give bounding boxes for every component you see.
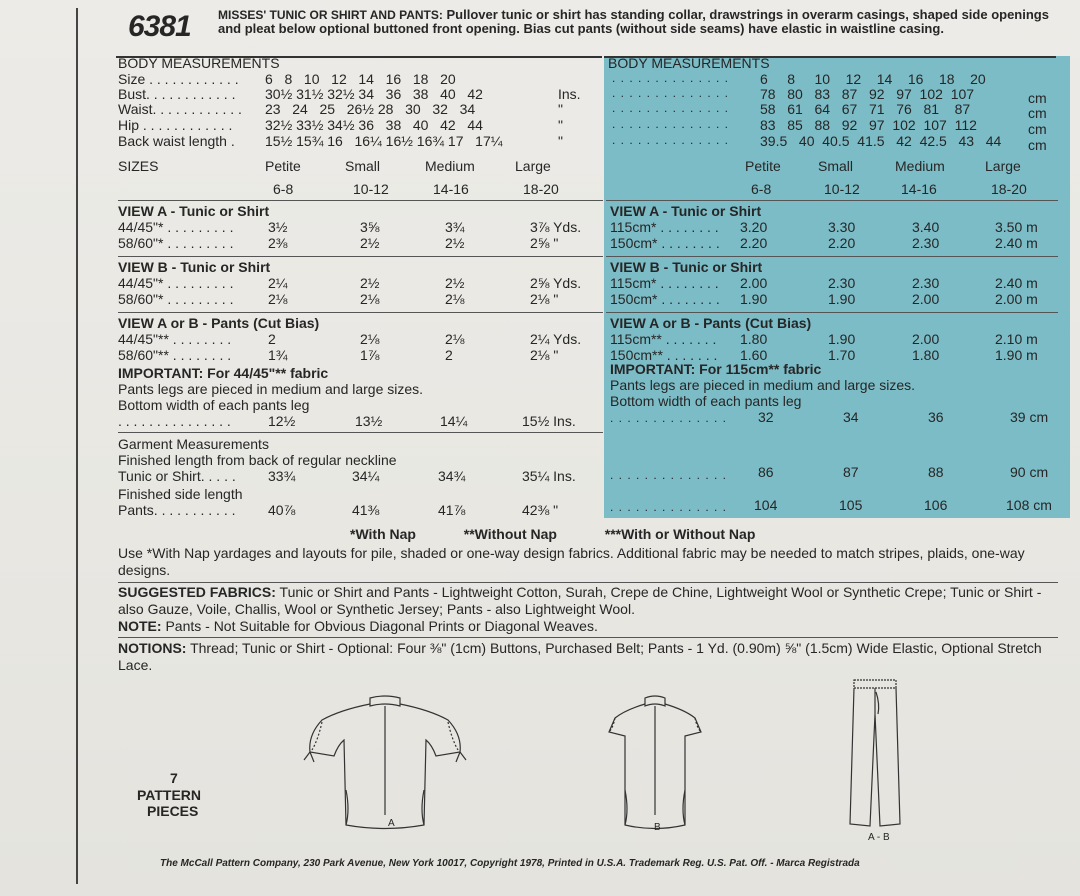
left-view-yardage: 2⅛ [360, 331, 380, 347]
right-measure-dots: . . . . . . . . . . . . . . [612, 133, 730, 147]
right-measure-dots: . . . . . . . . . . . . . . [612, 117, 730, 131]
right-body-measurements-title: BODY MEASUREMENTS [608, 55, 770, 71]
right-tunic-length: 88 [928, 464, 944, 480]
right-important-2: Pants legs are pieced in medium and large sizes. [610, 377, 916, 393]
right-bottom-width: 36 [928, 409, 944, 425]
right-pants-dots: . . . . . . . . . . . . . . [610, 500, 728, 514]
right-view-meters: 1.60 [740, 347, 768, 363]
left-view-yardage: 2¼ [268, 275, 288, 291]
right-view-meters: 2.30 [912, 275, 940, 291]
left-important-2: Pants legs are pieced in medium and large sizes. [118, 381, 424, 397]
right-measure-dots: . . . . . . . . . . . . . . [612, 86, 730, 100]
left-view-yardage: 3½ [268, 219, 288, 235]
view-ab-label: A - B [868, 832, 890, 843]
pieces-count: 7 [170, 770, 178, 786]
left-measure-values: 6 8 10 12 14 16 18 20 [265, 71, 456, 87]
right-view-meters: 3.30 [828, 219, 856, 235]
left-size-group-range: 18-20 [523, 181, 559, 197]
note-text: Pants - Not Suitable for Obvious Diagonal Prints or Diagonal Weaves. [165, 618, 598, 634]
right-tunic-length: 87 [843, 464, 859, 480]
left-measure-values: 30½ 31½ 32½ 34 36 38 40 42 [265, 86, 483, 102]
right-measure-unit: cm [1028, 105, 1047, 121]
left-view-yardage: 3¾ [445, 219, 465, 235]
view-a-tunic-illustration [300, 690, 470, 840]
garment-title: Garment Measurements [118, 436, 269, 452]
tunic-length: 35¼ Ins. [522, 468, 576, 484]
copyright-footer: The McCall Pattern Company, 230 Park Avenue, New York 10017, Copyright 1978, Printed in U.S.A. Trademark Reg. U.S. Pat. Off. - Marca Registrada [160, 858, 860, 869]
right-view-meters: 1.90 [828, 291, 856, 307]
right-measure-values: 58 61 64 67 71 76 81 87 [760, 101, 971, 117]
left-view-yardage: 2⅝ Yds. [530, 275, 582, 291]
nap-legend [350, 526, 950, 543]
note-lead: NOTE: [118, 618, 162, 634]
description-body: Pullover tunic or shirt has standing collar, drawstrings in overarm casings, shaped side openings and pleat below optional buttoned front opening. Bias cut pants (without side seams) have elastic in waistline casing. [218, 7, 1049, 36]
left-view-yardage: 2½ [360, 275, 380, 291]
left-view-yardage: 2⅛ [360, 291, 380, 307]
right-view-meters: 2.30 [828, 275, 856, 291]
pieces-line1: PATTERN [137, 787, 202, 803]
right-measure-values: 39.5 40 40.5 41.5 42 42.5 43 44 [760, 133, 1002, 149]
left-measure-label: Waist. . . . . . . . . . . . [118, 101, 242, 117]
left-view-yardage: 3⅝ [360, 219, 380, 235]
right-view-rule [606, 200, 1058, 201]
left-size-group-range: 14-16 [433, 181, 469, 197]
left-measure-label: Size . . . . . . . . . . . . [118, 71, 239, 87]
left-view-title: VIEW B - Tunic or Shirt [118, 259, 271, 275]
left-view-fabric: 58/60"** . . . . . . . . [118, 347, 232, 363]
left-view-yardage: 2½ [445, 235, 465, 251]
notions-text: Thread; Tunic or Shirt - Optional: Four ⅜" (1cm) Buttons, Purchased Belt; Pants - 1 Yd. (0.90m) ⅝" (1.5cm) Wide Elastic, Optional Stretch Lace. [118, 640, 1042, 673]
view-a-label: A [388, 818, 395, 829]
left-measure-label: Hip . . . . . . . . . . . . [118, 117, 233, 133]
right-important-1: IMPORTANT: For 115cm** fabric [610, 361, 822, 377]
left-body-measurements-title: BODY MEASUREMENTS [118, 55, 280, 71]
right-view-meters: 2.00 [912, 331, 940, 347]
right-view-meters: 2.30 [912, 235, 940, 251]
left-measure-unit: " [558, 101, 563, 117]
left-view-fabric: 44/45"** . . . . . . . . [118, 331, 232, 347]
right-measure-values: 78 80 83 87 92 97 102 107 [760, 86, 975, 102]
pants-length: 41⅜ [352, 502, 380, 518]
left-view-title: VIEW A - Tunic or Shirt [118, 203, 270, 219]
rule-1 [118, 582, 1058, 583]
right-view-meters: 2.00 [740, 275, 768, 291]
rule-2 [118, 637, 1058, 638]
left-view-yardage: 3⅞ Yds. [530, 219, 582, 235]
right-view-fabric: 150cm* . . . . . . . . [610, 235, 720, 251]
nap-note: Use *With Nap yardages and layouts for pile, shaded or one-way design fabrics. Additional fabric may be needed to match stripes, plaids, one-way designs. [118, 545, 1025, 578]
right-bottom-width: 34 [843, 409, 859, 425]
right-view-meters: 1.70 [828, 347, 856, 363]
tunic-length: 34¾ [438, 468, 466, 484]
left-view-rule [118, 256, 603, 257]
right-size-group-range: 18-20 [991, 181, 1027, 197]
left-size-group-range: 10-12 [353, 181, 389, 197]
pants-label: Pants. . . . . . . . . . . [118, 502, 236, 518]
left-view-yardage: 2⅛ [268, 291, 288, 307]
right-view-meters: 1.80 [912, 347, 940, 363]
left-view-yardage: 1⅞ [360, 347, 380, 363]
left-size-group-name: Large [515, 158, 551, 174]
right-size-group-name: Medium [895, 158, 945, 174]
right-size-group-name: Large [985, 158, 1021, 174]
fabrics-text: Tunic or Shirt and Pants - Lightweight Cotton, Surah, Crepe de Chine, Lightweight Wool or Synthetic Crepe; Tunic or Shirt - also Gauze, Voile, Challis, Wool or Synthetic Jersey; Pants - also Lightweight Wool. [118, 584, 1042, 617]
pants-length: 42⅜ " [522, 502, 559, 518]
right-view-meters: 1.90 m [995, 347, 1038, 363]
right-view-meters: 2.20 [828, 235, 856, 251]
right-bottom-width: 32 [758, 409, 774, 425]
right-view-meters: 1.90 [828, 331, 856, 347]
right-measure-dots: . . . . . . . . . . . . . . [612, 101, 730, 115]
pants-length: 41⅞ [438, 502, 466, 518]
nap-either: ***With or Without Nap [604, 526, 756, 542]
left-bottom-width: 14¼ [440, 413, 468, 429]
right-view-title: VIEW A - Tunic or Shirt [610, 203, 762, 219]
left-bottom-width: 15½ Ins. [522, 413, 576, 429]
left-important-3: Bottom width of each pants leg [118, 397, 310, 413]
side-length-title: Finished side length [118, 486, 243, 502]
left-view-yardage: 1¾ [268, 347, 288, 363]
left-measure-values: 15½ 15¾ 16 16¼ 16½ 16¾ 17 17¼ [265, 133, 503, 149]
left-view-yardage: 2¼ Yds. [530, 331, 582, 347]
left-view-yardage: 2⅛ " [530, 291, 559, 307]
right-view-meters: 3.40 [912, 219, 940, 235]
description-lead: MISSES' TUNIC OR SHIRT AND PANTS: [218, 8, 443, 22]
left-important-1: IMPORTANT: For 44/45"** fabric [118, 365, 329, 381]
right-bottom-width: 39 cm [1010, 409, 1049, 425]
left-view-yardage: 2½ [360, 235, 380, 251]
right-size-group-name: Small [818, 158, 854, 174]
right-view-meters: 2.10 m [995, 331, 1038, 347]
right-view-fabric: 150cm** . . . . . . . [610, 347, 718, 363]
left-view-yardage: 2⅛ " [530, 347, 559, 363]
left-measure-values: 23 24 25 26½ 28 30 32 34 [265, 101, 476, 117]
right-tunic-length: 86 [758, 464, 774, 480]
right-view-fabric: 115cm* . . . . . . . . [610, 275, 719, 291]
pants-length: 40⅞ [268, 502, 296, 518]
right-view-fabric: 115cm* . . . . . . . . [610, 219, 719, 235]
right-measure-unit: cm [1028, 121, 1047, 137]
left-view-yardage: 2 [445, 347, 453, 363]
right-view-meters: 3.20 [740, 219, 768, 235]
pattern-number: 6381 [128, 10, 191, 43]
left-size-group-name: Petite [265, 158, 301, 174]
left-view-yardage: 2⅛ [445, 291, 465, 307]
suggested-fabrics [118, 584, 1063, 635]
view-b-tunic-illustration [595, 690, 715, 840]
finished-length-title: Finished length from back of regular neckline [118, 452, 397, 468]
right-size-group-range: 14-16 [901, 181, 937, 197]
right-measure-unit: cm [1028, 137, 1047, 153]
left-measure-unit: " [558, 117, 563, 133]
right-bottom-width-dots: . . . . . . . . . . . . . . [610, 411, 728, 425]
right-pants-length: 104 [754, 497, 778, 513]
right-size-group-range: 6-8 [751, 181, 772, 197]
left-measure-label: Back waist length . [118, 133, 235, 149]
right-view-meters: 2.40 m [995, 275, 1038, 291]
left-view-yardage: 2⅛ [445, 331, 465, 347]
right-pants-length: 108 cm [1006, 497, 1052, 513]
right-view-meters: 2.00 m [995, 291, 1038, 307]
left-bottom-width: 12½ [268, 413, 296, 429]
right-view-fabric: 115cm** . . . . . . . [610, 331, 717, 347]
tunic-length: 33¾ [268, 468, 296, 484]
left-measure-values: 32½ 33½ 34½ 36 38 40 42 44 [265, 117, 483, 133]
left-measure-unit: " [558, 133, 563, 149]
left-measure-unit: Ins. [558, 86, 581, 102]
left-view-rule [118, 312, 603, 313]
left-size-group-name: Small [345, 158, 381, 174]
left-view-title: VIEW A or B - Pants (Cut Bias) [118, 315, 320, 331]
right-pants-length: 105 [839, 497, 863, 513]
left-view-rule [118, 200, 603, 201]
left-measure-label: Bust. . . . . . . . . . . . [118, 86, 236, 102]
pieces-line2: PIECES [147, 803, 199, 819]
sizes-label: SIZES [118, 158, 159, 174]
left-view-yardage: 2⅝ " [530, 235, 559, 251]
left-view-fabric: 58/60"* . . . . . . . . . [118, 235, 234, 251]
right-view-rule [606, 312, 1058, 313]
notions-lead: NOTIONS: [118, 640, 187, 656]
right-tunic-dots: . . . . . . . . . . . . . . [610, 468, 728, 482]
pattern-description [218, 8, 1058, 35]
right-size-group-name: Petite [745, 158, 781, 174]
right-measure-values: 83 85 88 92 97 102 107 112 [760, 117, 977, 133]
view-b-label: B [654, 822, 661, 833]
right-measure-unit: cm [1028, 90, 1047, 106]
right-view-fabric: 150cm* . . . . . . . . [610, 291, 720, 307]
left-view-fabric: 44/45"* . . . . . . . . . [118, 219, 234, 235]
right-view-title: VIEW A or B - Pants (Cut Bias) [610, 315, 812, 331]
right-measure-values: 6 8 10 12 14 16 18 20 [760, 71, 986, 87]
tunic-length: 34¼ [352, 468, 380, 484]
nap-with: *With Nap [350, 526, 416, 542]
left-size-group-name: Medium [425, 158, 475, 174]
garment-rule [118, 432, 603, 433]
left-view-fabric: 44/45"* . . . . . . . . . [118, 275, 234, 291]
right-important-3: Bottom width of each pants leg [610, 393, 802, 409]
fabrics-lead: SUGGESTED FABRICS: [118, 584, 276, 600]
left-view-yardage: 2⅜ [268, 235, 288, 251]
right-view-meters: 2.00 [912, 291, 940, 307]
notions [118, 640, 1063, 674]
right-view-meters: 1.80 [740, 331, 768, 347]
right-measure-dots: . . . . . . . . . . . . . . [612, 71, 730, 85]
left-view-yardage: 2 [268, 331, 276, 347]
right-tunic-length: 90 cm [1010, 464, 1049, 480]
right-pants-length: 106 [924, 497, 948, 513]
right-view-meters: 3.50 m [995, 219, 1038, 235]
right-view-meters: 2.40 m [995, 235, 1038, 251]
right-view-meters: 2.20 [740, 235, 768, 251]
left-bottom-width: 13½ [355, 413, 383, 429]
left-size-group-range: 6-8 [273, 181, 294, 197]
left-bottom-width-dots: . . . . . . . . . . . . . . . [118, 413, 231, 429]
right-view-meters: 1.90 [740, 291, 768, 307]
right-view-rule [606, 256, 1058, 257]
right-view-title: VIEW B - Tunic or Shirt [610, 259, 763, 275]
tunic-label: Tunic or Shirt. . . . . [118, 468, 236, 484]
left-view-fabric: 58/60"* . . . . . . . . . [118, 291, 234, 307]
left-view-yardage: 2½ [445, 275, 465, 291]
right-size-group-range: 10-12 [824, 181, 860, 197]
nap-without: **Without Nap [463, 526, 557, 542]
pants-illustration [840, 674, 910, 844]
